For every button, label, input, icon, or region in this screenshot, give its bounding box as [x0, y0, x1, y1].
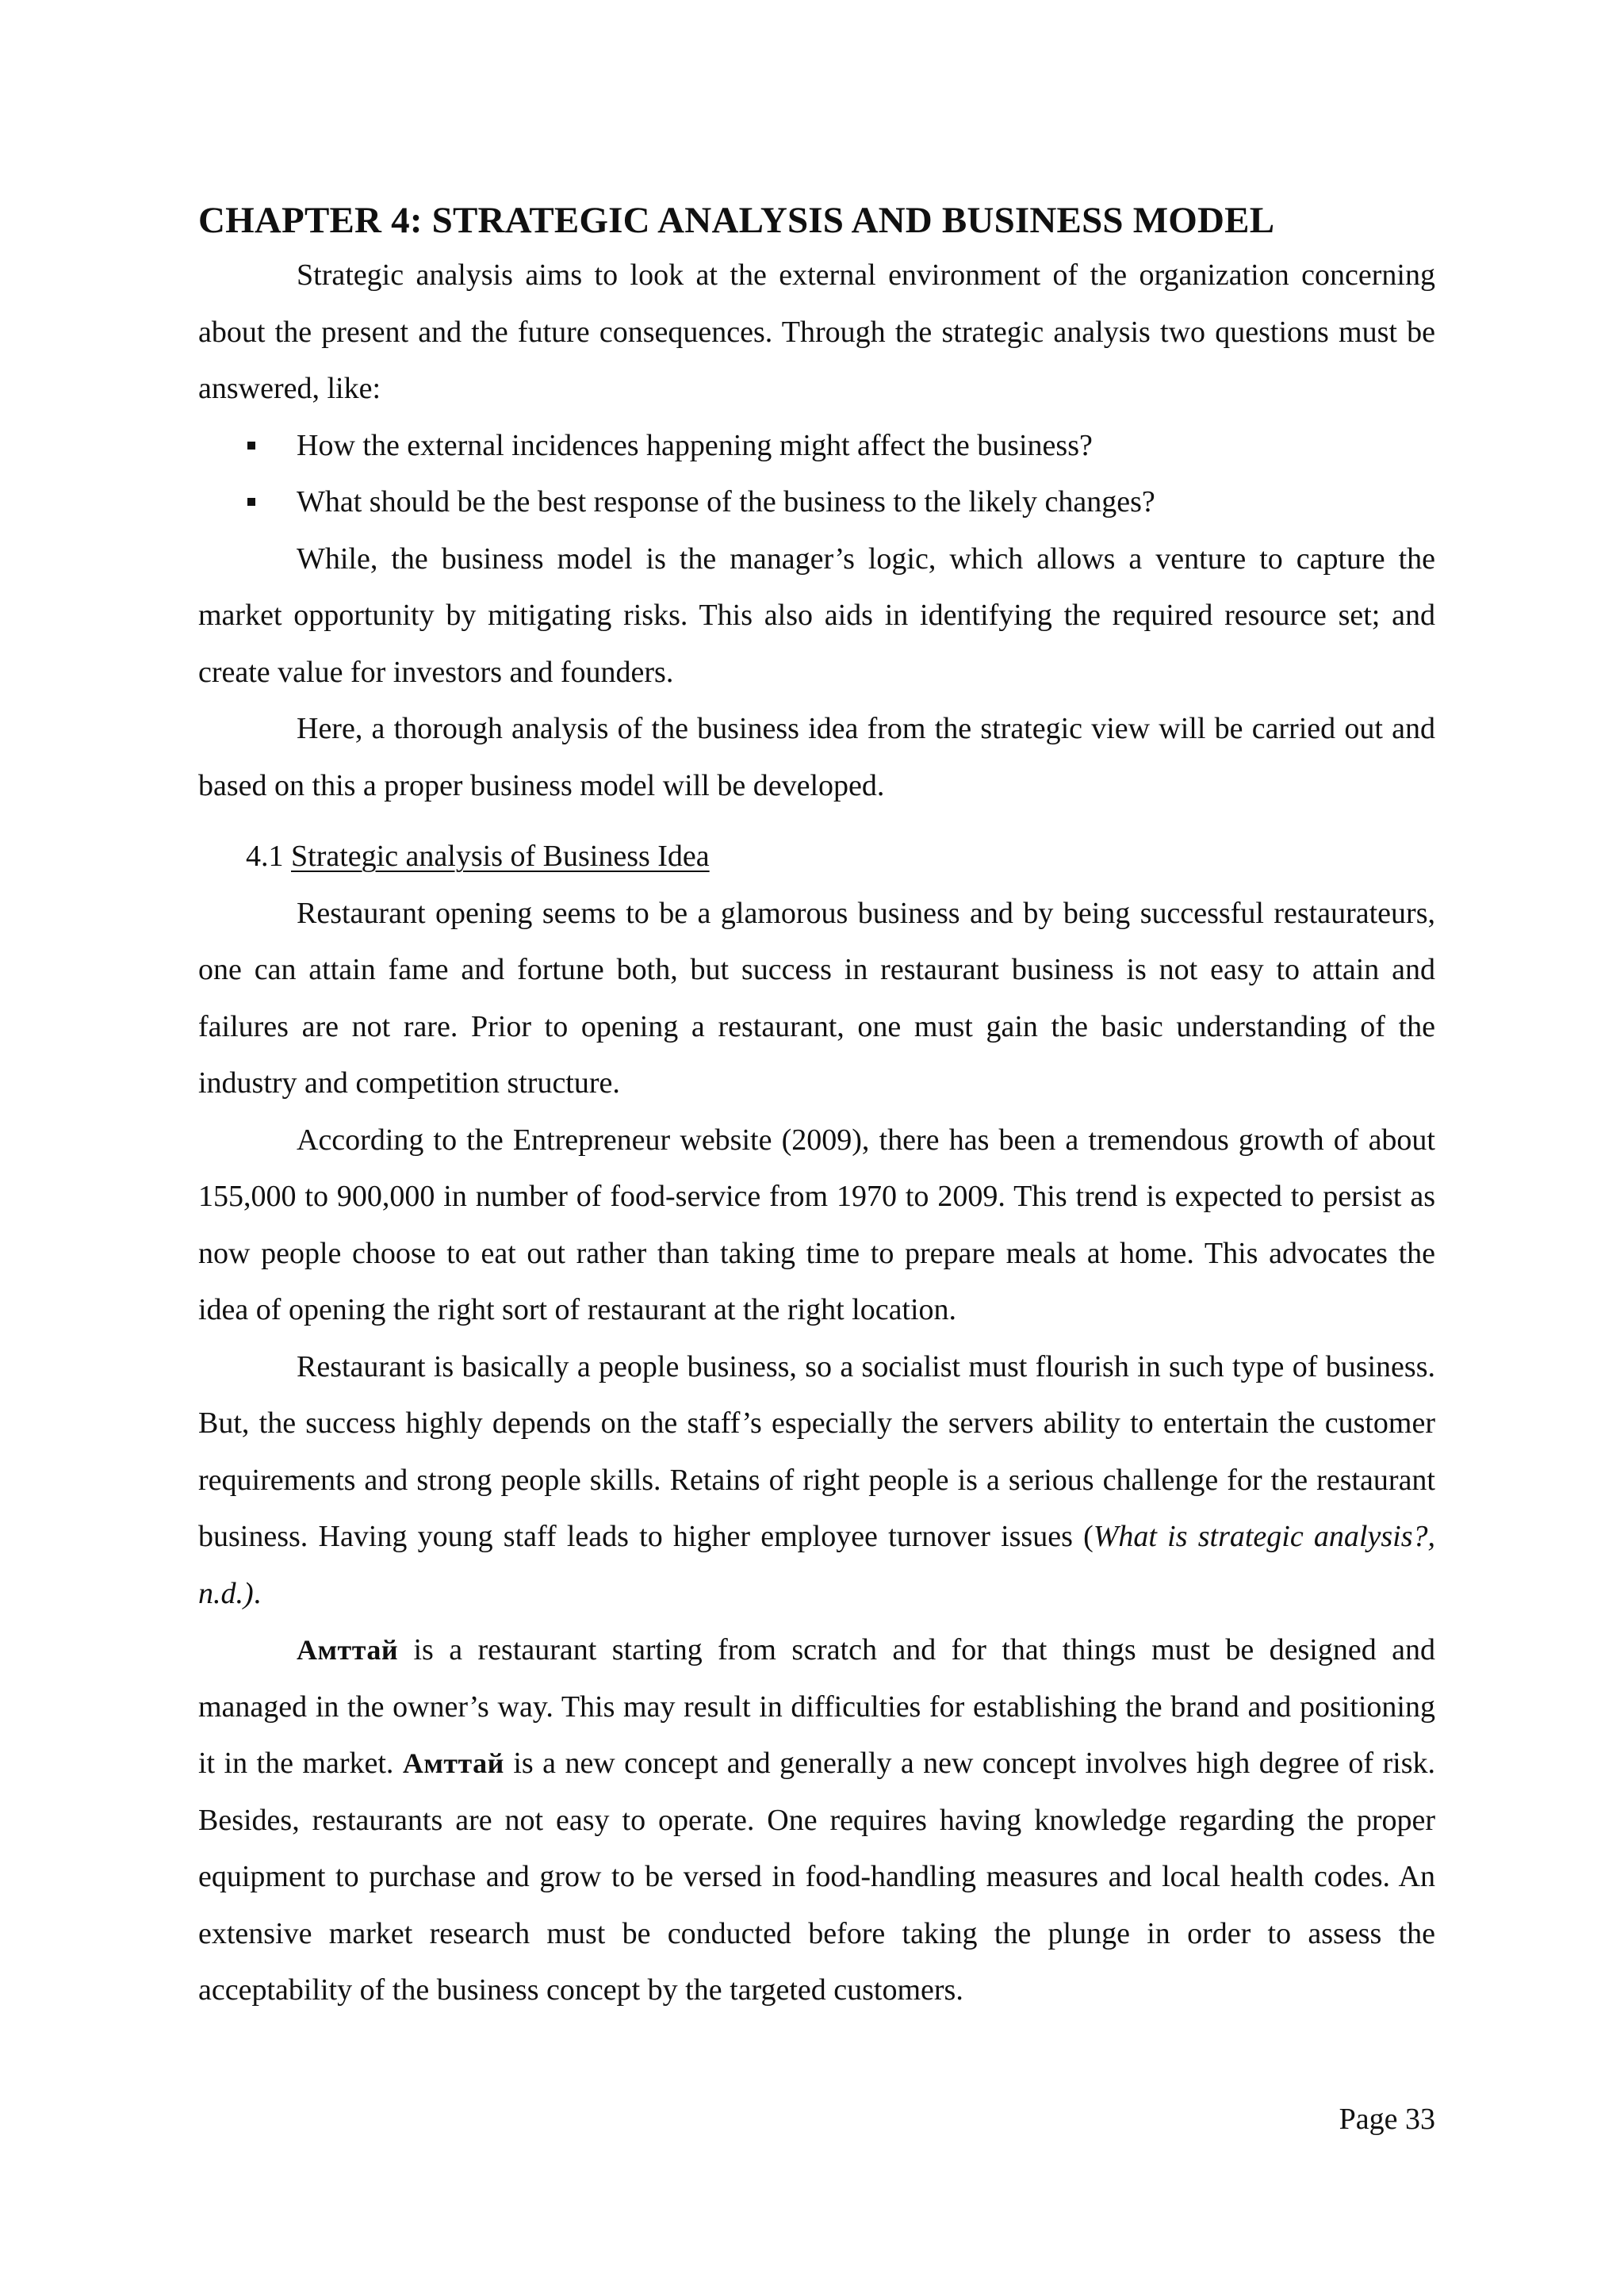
square-bullet-icon: [247, 442, 255, 450]
section-paragraph-1: Restaurant opening seems to be a glamorous business and by being successful restaurateurs, one can attain fame and fortune both, but success in restaurant business is not easy to attain and failures are not rare. Prior to opening a restaurant, one must gain the basic understanding of the industry and competition structure.: [198, 896, 1435, 1100]
square-bullet-icon: [247, 498, 255, 506]
page-content: [198, 195, 1435, 2019]
question-list: [198, 418, 1435, 531]
list-item: [198, 474, 1435, 531]
chapter-title: CHAPTER 4: STRATEGIC ANALYSIS AND BUSINESS MODEL: [198, 200, 1275, 241]
page-number: Page 33: [1339, 2103, 1435, 2136]
intro-paragraph-2: While, the business model is the manager’s logic, which allows a venture to capture the market opportunity by mitigating risks. This also aids in identifying the required resource set; and create value for investors and founders.: [198, 541, 1435, 689]
section-paragraph-3: [198, 1339, 1435, 1623]
paragraph-text: is a restaurant starting from scratch and for that things must be designed and managed in the owner’s way. This may result in difficulties for establishing the brand and positioning it in the market.: [198, 1633, 1435, 1780]
list-item: [198, 418, 1435, 475]
section-title: Strategic analysis of Business Idea: [291, 840, 710, 873]
paragraph-text: is a new concept and generally a new concept involves high degree of risk. Besides, restaurants are not easy to operate. One requires having knowledge regarding the proper equipment to purchase and grow to be versed in food-handling measures and local health codes. An extensive market research must be conducted before taking the plunge in order to assess the acceptability of the business concept by the targeted customers.: [198, 1747, 1435, 2007]
paragraph-text: Restaurant is basically a people business, so a socialist must flourish in such type of business. But, the success highly depends on the staff’s especially the servers ability to entertain the customer requirements and strong people skills. Retains of right people is a serious challenge for the restaurant business. Having young staff leads to higher employee turnover issues (: [198, 1349, 1435, 1553]
list-item-text: What should be the best response of the business to the likely changes?: [297, 485, 1155, 519]
section-number: 4.1: [246, 840, 284, 873]
section-paragraph-4: [198, 1622, 1435, 2019]
brand-name: Амттай: [402, 1747, 504, 1779]
section-heading: [198, 828, 1435, 886]
section-paragraph-2: According to the Entrepreneur website (2009), there has been a tremendous growth of about 155,000 to 900,000 in number of food-service from 1970 to 2009. This trend is expected to persist as now people choose to eat out rather than taking time to prepare meals at home. This advocates the idea of opening the right sort of restaurant at the right location.: [198, 1123, 1435, 1326]
intro-paragraph-3: Here, a thorough analysis of the business idea from the strategic view will be carried out and based on this a proper business model will be developed.: [198, 712, 1435, 802]
paragraph-end: .: [253, 1576, 262, 1610]
brand-name: Амттай: [297, 1634, 399, 1666]
intro-paragraph-1: Strategic analysis aims to look at the external environment of the organization concerning about the present and the future consequences. Through the strategic analysis two questions must be answered, like:: [198, 258, 1435, 405]
citation: What is strategic analysis?, n.d.): [198, 1520, 1435, 1610]
list-item-text: How the external incidences happening might affect the business?: [297, 428, 1093, 462]
